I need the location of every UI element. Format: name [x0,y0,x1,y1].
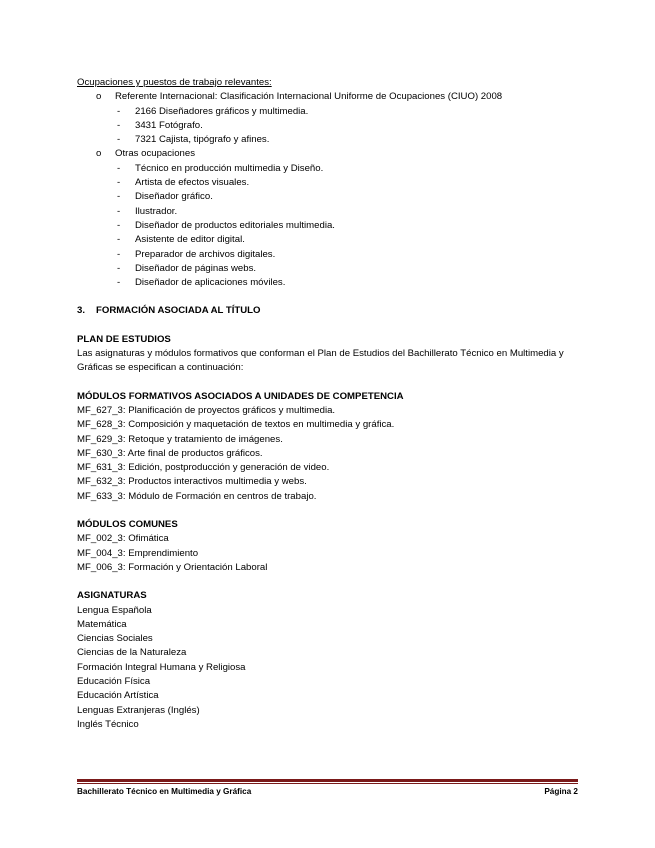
list-item: - Diseñador de páginas webs. [117,262,257,274]
list-item: Ciencias Sociales [77,633,153,645]
list-item: MF_004_3: Emprendimiento [77,547,199,559]
list-item: Lengua Española [77,604,152,616]
list-item: Educación Artística [77,690,159,702]
list-item: Ciencias de la Naturaleza [77,647,187,659]
list-item: Matemática [77,618,127,630]
page-footer [77,787,578,796]
occupations-heading: Ocupaciones y puestos de trabajo relevantes: [77,77,272,88]
list-item: Formación Integral Humana y Religiosa [77,661,246,673]
list-item: MF_627_3: Planificación de proyectos gráficos y multimedia. [77,404,336,416]
list-item: MF_628_3: Composición y maquetación de textos en multimedia y gráfica. [77,419,395,431]
modulos-formativos-heading: MÓDULOS FORMATIVOS ASOCIADOS A UNIDADES DE COMPETENCIA [77,390,404,402]
list-item: Inglés Técnico [77,718,139,730]
list-item: - Artista de efectos visuales. [117,177,250,189]
document-body [77,76,587,732]
list-item: - Diseñador de productos editoriales multimedia. [117,219,335,231]
list-item: MF_630_3: Arte final de productos gráficos. [77,447,263,459]
plan-heading: PLAN DE ESTUDIOS [77,333,171,345]
bullet-marker: o [96,148,102,160]
occupation-group-title: Referente Internacional: Clasificación Internacional Uniforme de Ocupaciones (CIUO) 2008 [115,91,503,103]
list-item: Lenguas Extranjeras (Inglés) [77,704,200,716]
list-item: Educación Física [77,675,151,687]
modulos-comunes-heading: MÓDULOS COMUNES [77,519,178,531]
bullet-marker: o [96,91,102,103]
list-item: MF_633_3: Módulo de Formación en centros de trabajo. [77,490,317,502]
occupation-group-title: Otras ocupaciones [115,148,195,160]
list-item: - Ilustrador. [117,205,178,217]
list-item: - 3431 Fotógrafo. [117,119,203,131]
list-item: - Diseñador gráfico. [117,191,213,203]
list-item: MF_006_3: Formación y Orientación Laboral [77,561,268,573]
list-item: - 2166 Diseñadores gráficos y multimedia. [117,105,309,117]
list-item: - Preparador de archivos digitales. [117,248,276,260]
section-number: 3. [77,305,86,317]
occupation-group [77,90,587,104]
footer-rule [77,779,578,782]
asignaturas-heading: ASIGNATURAS [77,590,147,602]
plan-text: Las asignaturas y módulos formativos que conforman el Plan de Estudios del Bachillerato Técnico en Multimedia y Gráficas se especifican a continuación: [77,348,564,374]
footer-title: Bachillerato Técnico en Multimedia y Gráfica [77,787,252,796]
list-item: MF_002_3: Ofimática [77,533,169,545]
list-item: - Asistente de editor digital. [117,234,245,246]
list-item: MF_631_3: Edición, postproducción y generación de video. [77,462,330,474]
list-item: - Diseñador de aplicaciones móviles. [117,277,286,289]
footer-rule-thin [77,783,578,784]
page-number: Página 2 [544,787,578,796]
section-title: 3. FORMACIÓN ASOCIADA AL TÍTULO [77,304,587,318]
occupation-group [77,147,587,161]
list-item: - 7321 Cajista, tipógrafo y afines. [117,134,270,146]
list-item: - Técnico en producción multimedia y Diseño. [117,162,324,174]
list-item: MF_632_3: Productos interactivos multimedia y webs. [77,476,307,488]
list-item: MF_629_3: Retoque y tratamiento de imágenes. [77,433,283,445]
